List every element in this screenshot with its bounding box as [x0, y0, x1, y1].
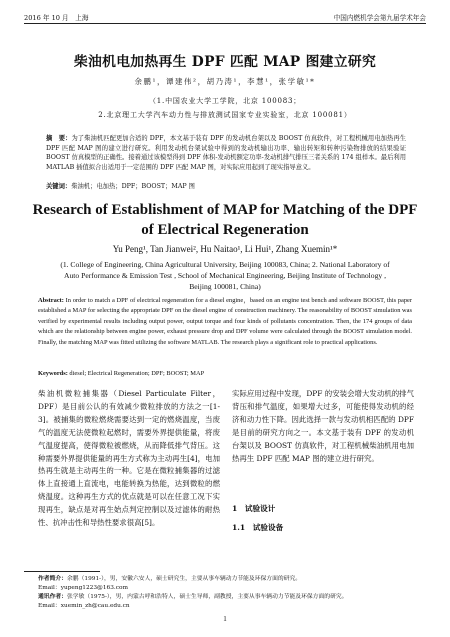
english-affiliation-1: (1. College of Engineering, China Agricultural University, Beijing 100083, China; 2. National Laboratory of [60, 260, 390, 269]
section-heading-1: 1 试验设计 [232, 504, 276, 513]
footnote-rule [24, 571, 100, 572]
english-abstract [38, 296, 412, 348]
chinese-title: 柴油机电加热再生 DPF 匹配 MAP 图建立研究 [73, 54, 377, 70]
english-keywords [38, 370, 412, 377]
chinese-authors: 余鹏¹，谭建伟²，胡乃涛¹，李慧¹，张学敏¹* [134, 77, 316, 86]
english-keywords-text: diesel; Electrical Regeneration; DPF; BOOST; MAP [67, 370, 205, 377]
english-abstract-label: Abstract: [38, 297, 64, 304]
subsection-heading-1-1: 1.1 试验设备 [232, 523, 284, 532]
footnote-corresponding-text: 张学敏（1975-），男，内蒙古呼和浩特人，硕士生导师，副教授，主要从事车辆动力节能及环保方面的研究。 [67, 594, 348, 600]
header-rule [24, 23, 426, 24]
chinese-keywords [46, 182, 406, 192]
header-conference: 中国内燃机学会第九届学术年会 [333, 14, 426, 22]
chinese-abstract-label: 摘 要： [46, 135, 72, 142]
footnote-author-email: Email：yupeng1223@163.com [38, 585, 128, 591]
footnote-corresponding-email: Email：xuemin_zh@cau.edu.cn [38, 603, 130, 609]
footnote-author-intro [38, 575, 418, 584]
chinese-affiliation-1: （1.中国农业大学工学院，北京 100083； [148, 97, 302, 105]
footnote-corresponding [38, 593, 418, 602]
english-affiliation-2: Auto Performance & Emission Test , School of Mechanical Engineering, Beijing Institute of Technology , [64, 271, 386, 280]
english-authors: Yu Peng¹, Tan Jianwei², Hu Naitao¹, Li Hui¹, Zhang Xuemin¹* [112, 244, 338, 254]
body-right-column: 实际应用过程中发现，DPF 的安装会增大发动机的排气背压和排气温度，如果增大过多，可能使得发动机的经济和动力性下降。因此选择一款与发动机相匹配的 DPF 是目前的研究方向之一。本文基于装有 DPF 的发动机台架以及 BOOST 仿真软件，对工程机械柴油机用电加热再生 DPF 匹配 MAP 图的建立进行研究。 [232, 389, 414, 463]
body-left-column: 柴油机微粒捕集器（Diesel Particulate Filter，DPF）是目前公认的有效减少微粒排放的方法之一[1-3]。被捕集的微粒燃烧需要达到一定的燃烧温度，当废气的温度无法使微粒起燃时，需要外界提供能量，将废气温度提高，使得微粒被燃烧，从而降低排气背压。这种需要外界提供能量的再生方式称为主动再生[4]，电加热再生就是主动再生的一种。它是在微粒捕集器的过滤体上直接通上直流电，电能转换为热能，达到微粒的燃烧温度。这种再生方式的优点就是可以在任意工况下实现再生，缺点是对再生始点判定控制以及过滤体的耐热性、抗冲击性和导热性要求很高[5]。 [38, 389, 220, 528]
english-title-line-1: Research of Establishment of MAP for Matching of the DPF [32, 202, 418, 218]
footnote-author-text: 余鹏（1991-），男，安徽六安人，硕士研究生，主要从事车辆动力节能及环保方面的研究。 [67, 576, 302, 582]
page-number: 1 [223, 615, 227, 623]
header-date-location: 2016 年 10 月 上海 [24, 14, 89, 22]
english-abstract-text: In order to match a DPF of electrical regeneration for a diesel engine，based on an engine test bench and software BOOST, this paper established a MAP for selecting the appropriate DPF on the diesel engine of construction machinery. The reasonability of BOOST simulation was verified by experimental results including output power, output torque and four kinds of pollutants concentration. Then, the 174 groups of data which are the relationship between engine power, exhaust pressure drop and DPF volume were calculated through the BOOST simulation model. Finally, the matching MAP was fitted utilizing the software MATLAB. The research plays a significant role to practical applications. [38, 297, 412, 346]
chinese-abstract-text: 为了柴油机匹配更加合适的 DPF，本文基于装有 DPF 的发动机台架以及 BOOST 仿真软件，对工程机械用电加热再生 DPF 匹配 MAP 图的建立进行研究。利用发动机台架试验中得到的发动机输出功率、输出转矩和转种污染物排放的结果验证 BOOST 仿真模型的正确性。接着通过该模型得到 DPF 体积-发动机额定功率-发动机排气排压三者关系的 174 组样本。最后利用 MATLAB 插值拟合出适用于一定范围的 DPF 匹配 MAP 图，对实际应用起到了现实指导意义。 [46, 135, 407, 171]
chinese-affiliation-2: 2.北京理工大学汽车动力性与排放测试国家专业实验室，北京 100081） [98, 111, 352, 119]
footnote-author-label: 作者简介： [38, 576, 67, 582]
chinese-abstract [46, 134, 406, 172]
footnote-corresponding-label: 通讯作者： [38, 594, 67, 600]
english-keywords-label: Keywords: [38, 370, 68, 377]
english-title-line-2: of Electrical Regeneration [141, 222, 309, 238]
chinese-keywords-label: 关键词： [46, 183, 72, 190]
chinese-keywords-text: 柴油机；电加热；DPF；BOOST；MAP 图 [71, 183, 195, 190]
english-affiliation-3: Beijing 100081, China) [189, 282, 261, 291]
